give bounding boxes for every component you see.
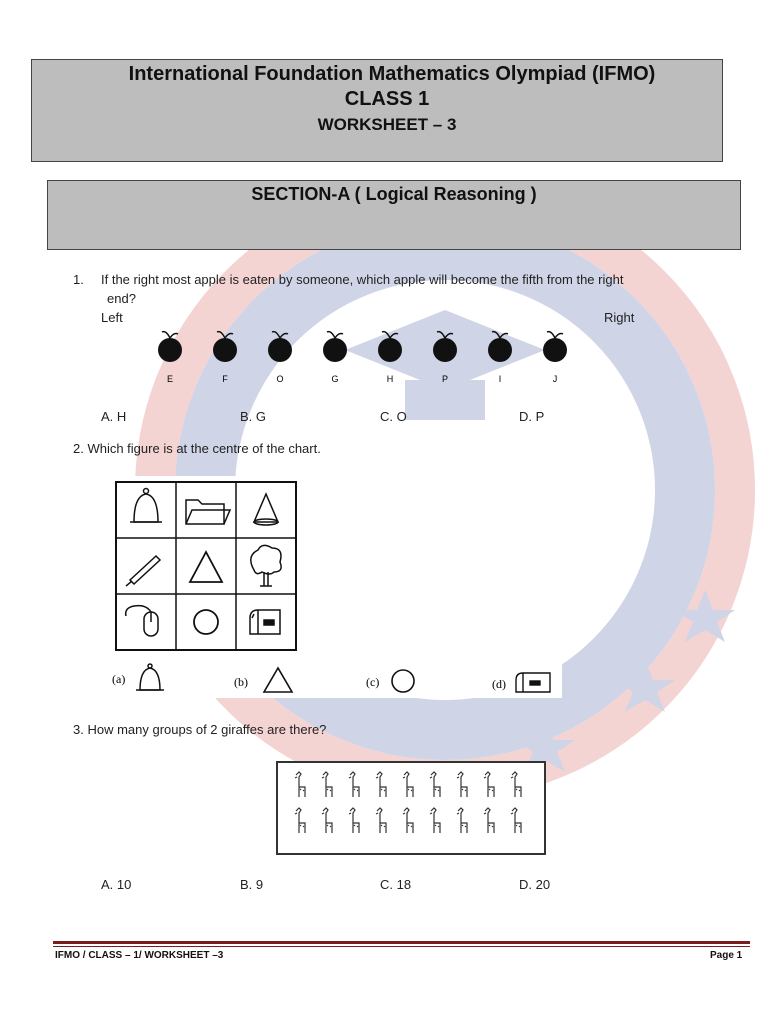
giraffe-icon [295, 772, 305, 797]
apple-letter: G [331, 374, 339, 384]
apple-icon [213, 332, 237, 384]
giraffe-icons [295, 772, 521, 833]
q3-option-b[interactable]: B. 9 [240, 877, 264, 892]
apple-icon [323, 332, 347, 384]
pen-icon [126, 556, 160, 586]
apple-icon [543, 332, 567, 384]
giraffe-icon [430, 808, 440, 833]
giraffe-icon [403, 772, 413, 797]
apple-letter: H [386, 374, 394, 384]
giraffe-icon [484, 772, 494, 797]
q2-option-c-label[interactable]: (c) [366, 675, 380, 689]
giraffe-icon [484, 808, 494, 833]
giraffe-icon [511, 808, 521, 833]
q1-option-a[interactable]: A. H [101, 409, 127, 424]
figure-chart-panel [106, 476, 562, 698]
folder-icon [186, 500, 230, 524]
giraffe-icon [376, 808, 386, 833]
q1-text-line1: If the right most apple is eaten by someone, which apple will become the fifth from the right [101, 272, 624, 287]
giraffe-icon [403, 808, 413, 833]
q1-text-line2: end? [107, 291, 136, 306]
q2-option-b-label[interactable]: (b) [234, 675, 248, 689]
q3-option-d[interactable]: D. 20 [519, 877, 551, 892]
giraffe-icon [457, 808, 467, 833]
cone-icon [254, 494, 278, 525]
giraffe-icon [322, 808, 332, 833]
triangle-icon [190, 552, 222, 582]
apple-icon [433, 332, 457, 384]
apples-strip [148, 326, 578, 388]
mailbox-icon [250, 610, 280, 634]
footer-left-text: IFMO / CLASS – 1/ WORKSHEET –3 [55, 950, 224, 961]
apple-icons [158, 332, 567, 384]
option-b-triangle-icon [264, 668, 292, 692]
q2-option-a-label[interactable]: (a) [112, 672, 126, 686]
giraffe-icon [295, 808, 305, 833]
giraffe-icon [376, 772, 386, 797]
q3-option-c[interactable]: C. 18 [380, 877, 412, 892]
q1-option-d[interactable]: D. P [519, 409, 545, 424]
apple-icon [488, 332, 512, 384]
q2-option-d-label[interactable]: (d) [492, 677, 506, 691]
apple-icon [378, 332, 402, 384]
footer-rule [53, 941, 750, 944]
q1-number: 1. [73, 272, 84, 287]
bell-icon [130, 489, 162, 523]
apple-icon [158, 332, 182, 384]
footer-rule-thin [53, 946, 750, 947]
giraffe-icon [511, 772, 521, 797]
q1-option-b[interactable]: B. G [240, 409, 267, 424]
page-number: Page 1 [710, 950, 743, 961]
giraffe-icon [430, 772, 440, 797]
q2-text: 2. Which figure is at the centre of the chart. [73, 441, 321, 456]
giraffe-icon [349, 772, 359, 797]
left-label: Left [101, 310, 123, 325]
section-title: SECTION-A ( Logical Reasoning ) [251, 184, 537, 204]
header-box [31, 59, 723, 162]
apple-icon [268, 332, 292, 384]
apple-letter: F [222, 374, 228, 384]
option-c-circle-icon [392, 670, 414, 692]
right-label: Right [604, 310, 635, 325]
worksheet-title: WORKSHEET – 3 [317, 115, 457, 134]
section-box [47, 180, 741, 250]
apple-letter: I [498, 374, 502, 384]
apple-letter: P [441, 374, 449, 384]
q3-text: 3. How many groups of 2 giraffes are there? [73, 722, 327, 737]
option-a-bell-icon [136, 664, 164, 690]
mouse-icon [126, 606, 158, 636]
apple-letter: E [166, 374, 174, 384]
olympiad-title: International Foundation Mathematics Olympiad (IFMO) [128, 63, 656, 85]
option-d-mailbox-icon [516, 673, 550, 692]
tree-icon [251, 545, 281, 586]
circle-icon [194, 610, 218, 634]
q1-option-c[interactable]: C. O [380, 409, 407, 424]
apple-letter: O [276, 374, 284, 384]
class-title: CLASS 1 [344, 88, 430, 110]
giraffe-icon [322, 772, 332, 797]
giraffes-picture [276, 761, 546, 855]
apple-letter: J [552, 374, 558, 384]
giraffe-icon [349, 808, 359, 833]
q3-option-a[interactable]: A. 10 [101, 877, 132, 892]
giraffe-icon [457, 772, 467, 797]
